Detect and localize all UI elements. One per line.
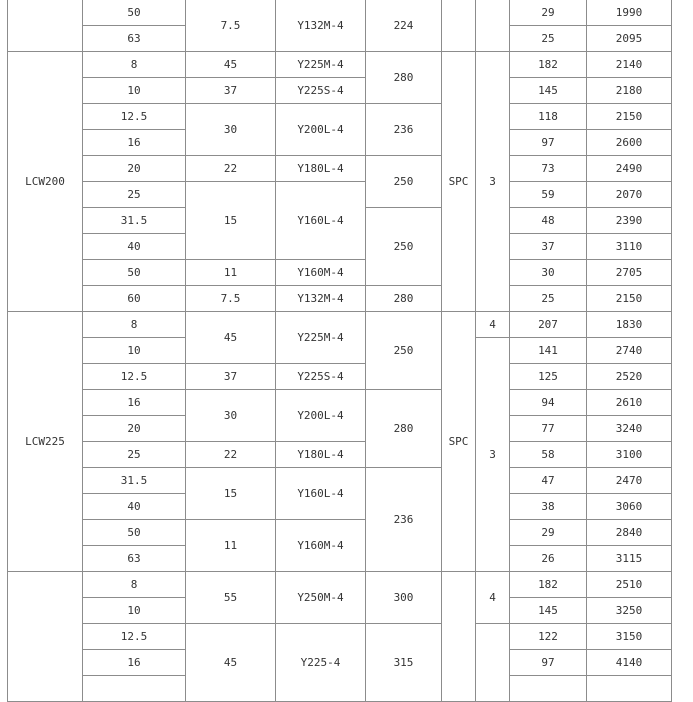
table-cell: 12.5 xyxy=(83,104,186,130)
table-cell: 55 xyxy=(186,572,276,624)
table-cell: 77 xyxy=(510,416,587,442)
table-cell: 4140 xyxy=(587,650,672,676)
table-cell: Y225M-4 xyxy=(276,312,366,364)
table-cell: 2840 xyxy=(587,520,672,546)
table-cell: 2740 xyxy=(587,338,672,364)
table-cell: 145 xyxy=(510,598,587,624)
table-cell: 4 xyxy=(476,312,510,338)
table-cell: 25 xyxy=(83,442,186,468)
table-cell: Y132M-4 xyxy=(276,286,366,312)
table-row xyxy=(8,364,672,390)
table-cell: 2070 xyxy=(587,182,672,208)
table-cell: 30 xyxy=(186,390,276,442)
spec-table xyxy=(7,0,672,702)
table-cell: 40 xyxy=(83,494,186,520)
table-cell: 16 xyxy=(83,130,186,156)
table-cell: Y225S-4 xyxy=(276,364,366,390)
table-cell xyxy=(8,572,83,702)
table-cell: 8 xyxy=(83,572,186,598)
table-cell: 10 xyxy=(83,78,186,104)
table-cell: Y160M-4 xyxy=(276,260,366,286)
table-cell: 315 xyxy=(366,624,442,702)
table-cell: 3110 xyxy=(587,234,672,260)
table-cell: 141 xyxy=(510,338,587,364)
table-cell: 50 xyxy=(83,0,186,26)
table-cell: 182 xyxy=(510,52,587,78)
table-cell: 2705 xyxy=(587,260,672,286)
table-cell: 25 xyxy=(510,26,587,52)
table-cell: 3150 xyxy=(587,624,672,650)
table-cell: 250 xyxy=(366,208,442,286)
table-cell xyxy=(476,0,510,52)
table-cell xyxy=(476,624,510,702)
table-cell xyxy=(587,676,672,702)
table-cell: 63 xyxy=(83,26,186,52)
table-row xyxy=(8,78,672,104)
table-cell: 182 xyxy=(510,572,587,598)
table-cell: LCW200 xyxy=(8,52,83,312)
table-cell: 7.5 xyxy=(186,0,276,52)
table-cell: 26 xyxy=(510,546,587,572)
table-cell: 3060 xyxy=(587,494,672,520)
table-cell: 45 xyxy=(186,624,276,702)
table-cell: 2600 xyxy=(587,130,672,156)
table-cell: Y250M-4 xyxy=(276,572,366,624)
table-cell: 207 xyxy=(510,312,587,338)
table-cell xyxy=(83,676,186,702)
table-cell xyxy=(510,676,587,702)
table-cell: Y200L-4 xyxy=(276,104,366,156)
table-cell: 280 xyxy=(366,52,442,104)
table-cell: SPC xyxy=(442,312,476,572)
table-cell: 1990 xyxy=(587,0,672,26)
table-cell: 25 xyxy=(83,182,186,208)
table-cell: 29 xyxy=(510,0,587,26)
table-row xyxy=(8,156,672,182)
table-cell: 11 xyxy=(186,520,276,572)
table-row xyxy=(8,312,672,338)
table-row xyxy=(8,260,672,286)
table-cell: 10 xyxy=(83,338,186,364)
table-row xyxy=(8,182,672,208)
table-cell: 50 xyxy=(83,260,186,286)
table-cell: 145 xyxy=(510,78,587,104)
table-cell: 236 xyxy=(366,104,442,156)
table-row xyxy=(8,468,672,494)
table-cell: 2470 xyxy=(587,468,672,494)
table-cell: 2150 xyxy=(587,286,672,312)
table-cell: 37 xyxy=(510,234,587,260)
table-cell: 30 xyxy=(510,260,587,286)
table-cell: Y160M-4 xyxy=(276,520,366,572)
table-cell: 47 xyxy=(510,468,587,494)
table-cell: 12.5 xyxy=(83,364,186,390)
table-cell: 38 xyxy=(510,494,587,520)
table-cell: LCW225 xyxy=(8,312,83,572)
table-cell: 7.5 xyxy=(186,286,276,312)
table-cell: 97 xyxy=(510,130,587,156)
table-cell: 2180 xyxy=(587,78,672,104)
table-row xyxy=(8,390,672,416)
table-cell: Y180L-4 xyxy=(276,442,366,468)
table-cell: 280 xyxy=(366,286,442,312)
table-cell: 250 xyxy=(366,156,442,208)
table-row xyxy=(8,286,672,312)
table-cell: 97 xyxy=(510,650,587,676)
table-cell: 118 xyxy=(510,104,587,130)
table-cell: 15 xyxy=(186,182,276,260)
table-cell: 37 xyxy=(186,364,276,390)
table-cell: 10 xyxy=(83,598,186,624)
table-row xyxy=(8,572,672,598)
table-cell: 2510 xyxy=(587,572,672,598)
table-cell: 40 xyxy=(83,234,186,260)
table-cell: 22 xyxy=(186,156,276,182)
table-row xyxy=(8,0,672,26)
table-cell: 2140 xyxy=(587,52,672,78)
table-cell: 4 xyxy=(476,572,510,624)
table-cell: 12.5 xyxy=(83,624,186,650)
table-cell: Y160L-4 xyxy=(276,182,366,260)
table-cell: 1830 xyxy=(587,312,672,338)
table-cell: 59 xyxy=(510,182,587,208)
table-cell: 3 xyxy=(476,52,510,312)
table-cell: 63 xyxy=(83,546,186,572)
table-cell: 224 xyxy=(366,0,442,52)
table-cell: 45 xyxy=(186,312,276,364)
table-cell: 2390 xyxy=(587,208,672,234)
table-cell: 48 xyxy=(510,208,587,234)
table-cell: 3240 xyxy=(587,416,672,442)
table-cell: 3100 xyxy=(587,442,672,468)
table-cell xyxy=(442,0,476,52)
table-cell: 2095 xyxy=(587,26,672,52)
table-cell: 280 xyxy=(366,390,442,468)
table-cell xyxy=(442,572,476,702)
table-cell: 125 xyxy=(510,364,587,390)
table-cell: 45 xyxy=(186,52,276,78)
table-cell: 2490 xyxy=(587,156,672,182)
table-cell: 8 xyxy=(83,312,186,338)
table-cell: 31.5 xyxy=(83,208,186,234)
table-cell: SPC xyxy=(442,52,476,312)
table-row xyxy=(8,442,672,468)
table-cell: 300 xyxy=(366,572,442,624)
table-cell: 22 xyxy=(186,442,276,468)
table-cell: 2520 xyxy=(587,364,672,390)
table-cell: Y132M-4 xyxy=(276,0,366,52)
table-cell: Y225-4 xyxy=(276,624,366,702)
table-cell: Y225M-4 xyxy=(276,52,366,78)
table-cell: 3250 xyxy=(587,598,672,624)
table-cell: Y200L-4 xyxy=(276,390,366,442)
table-row xyxy=(8,624,672,650)
table-cell: Y225S-4 xyxy=(276,78,366,104)
table-cell: 250 xyxy=(366,312,442,390)
table-cell: 29 xyxy=(510,520,587,546)
table-row xyxy=(8,104,672,130)
table-cell: 25 xyxy=(510,286,587,312)
table-cell: 16 xyxy=(83,390,186,416)
table-cell: 31.5 xyxy=(83,468,186,494)
table-cell: 58 xyxy=(510,442,587,468)
table-cell: 8 xyxy=(83,52,186,78)
table-cell: Y180L-4 xyxy=(276,156,366,182)
table-cell: 60 xyxy=(83,286,186,312)
table-cell: 3115 xyxy=(587,546,672,572)
table-cell: 50 xyxy=(83,520,186,546)
table-cell: 30 xyxy=(186,104,276,156)
table-cell xyxy=(8,0,83,52)
table-cell: 236 xyxy=(366,468,442,572)
table-cell: 73 xyxy=(510,156,587,182)
table-cell: 20 xyxy=(83,156,186,182)
table-row xyxy=(8,52,672,78)
table-cell: 94 xyxy=(510,390,587,416)
table-cell: 122 xyxy=(510,624,587,650)
table-cell: 37 xyxy=(186,78,276,104)
table-cell: 16 xyxy=(83,650,186,676)
table-cell: 20 xyxy=(83,416,186,442)
table-cell: Y160L-4 xyxy=(276,468,366,520)
table-row xyxy=(8,520,672,546)
table-cell: 11 xyxy=(186,260,276,286)
spec-table-body xyxy=(8,0,672,702)
table-cell: 2150 xyxy=(587,104,672,130)
table-cell: 15 xyxy=(186,468,276,520)
table-cell: 2610 xyxy=(587,390,672,416)
table-cell: 3 xyxy=(476,338,510,572)
